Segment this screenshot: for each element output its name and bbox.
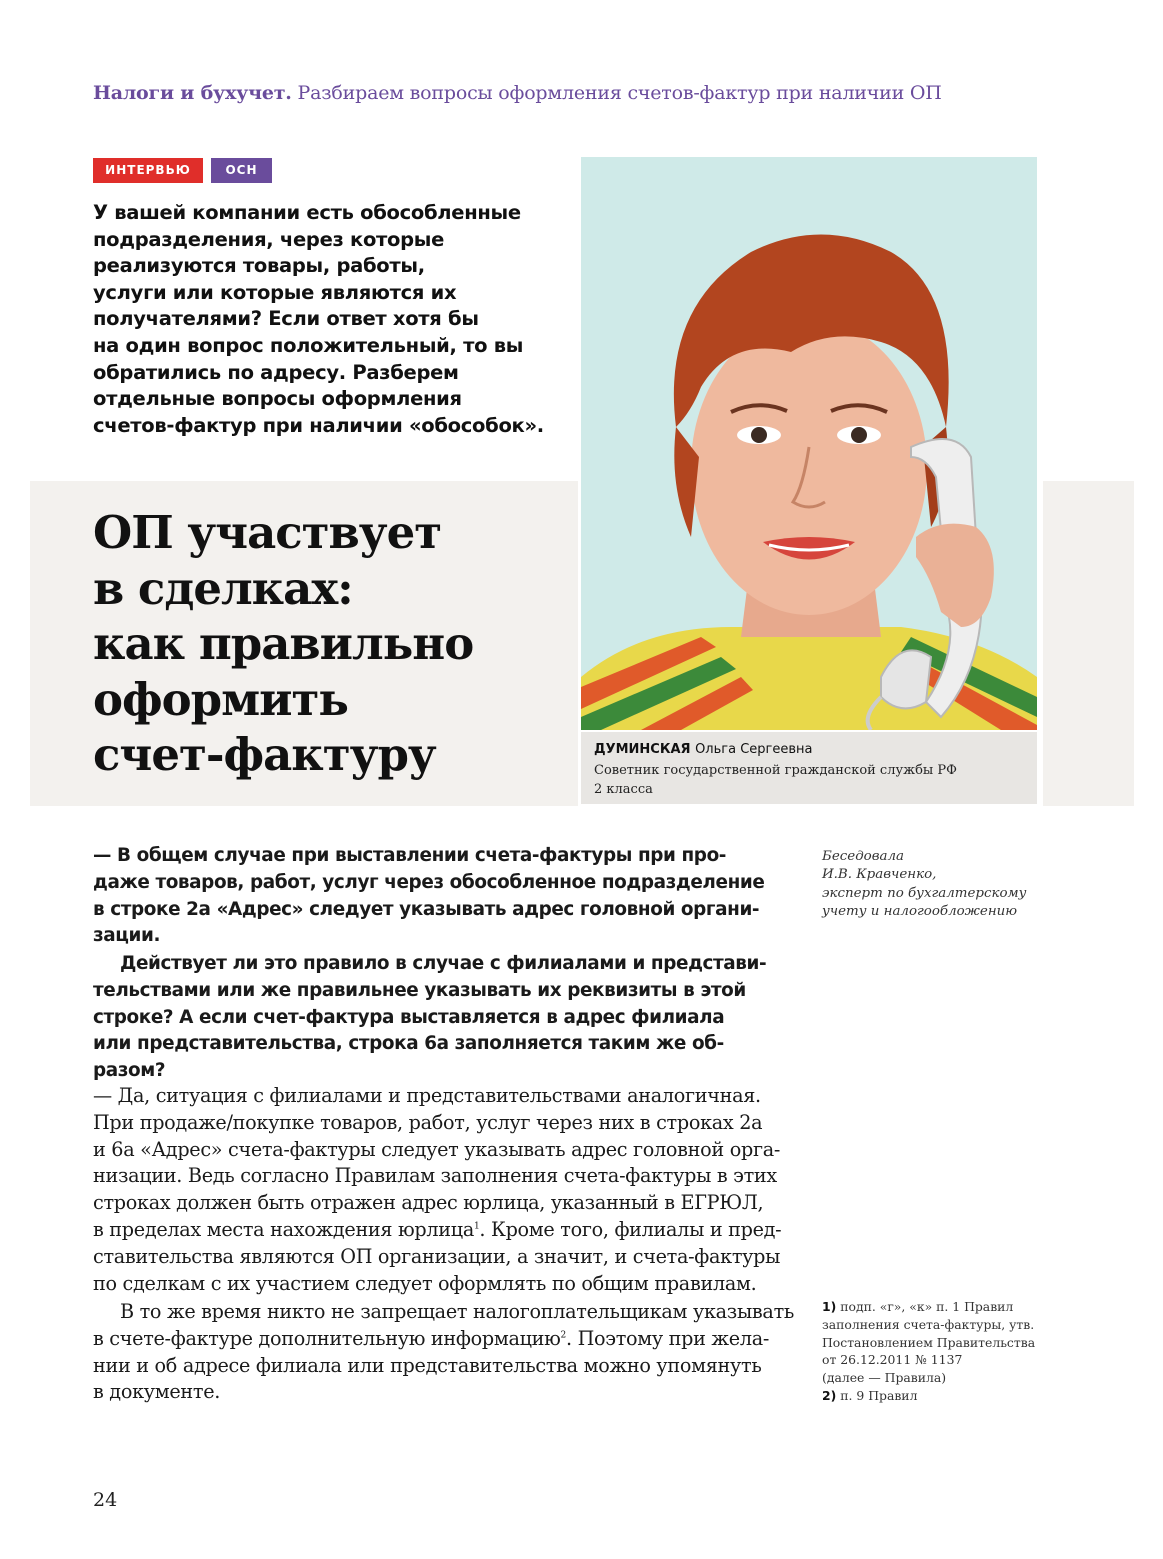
answer-line: в документе. <box>93 1380 221 1404</box>
interviewer-credit <box>822 848 1026 922</box>
answer-line: по сделкам с их участием следует оформлять по общим правилам. <box>93 1271 757 1295</box>
lead-line: обратились по адресу. Разберем <box>93 360 459 384</box>
answer-line: в строке 2а «Адрес» следует указывать адрес головной органи- <box>93 898 760 920</box>
question-line: тельствами или же правильнее указывать их реквизиты в этой <box>93 979 746 1001</box>
title-line: в сделках: <box>93 561 353 615</box>
answer-line: ставительства являются ОП организации, а значит, и счета-фактуры <box>93 1244 781 1268</box>
credit-line: эксперт по бухгалтерскому <box>822 885 1027 901</box>
answer-line: в счете-фактуре дополнительную информацию$^2$. Поэтому при жела- <box>93 1326 770 1350</box>
question-line: строке? А если счет-фактура выставляется в адрес филиала <box>93 1006 725 1028</box>
answer-line: нии и об адресе филиала или представительства можно упомянуть <box>93 1353 762 1377</box>
section-name: Налоги и бухучет. <box>93 82 292 104</box>
caption-position: Советник государственной гражданской службы РФ <box>594 763 957 778</box>
answer-line: и 6а «Адрес» счета-фактуры следует указывать адрес головной орга- <box>93 1137 781 1161</box>
lead-line: услуги или которые являются их <box>93 280 457 304</box>
section-subtitle: Разбираем вопросы оформления счетов-фактур при наличии ОП <box>297 82 942 104</box>
article-title <box>93 505 473 783</box>
answer-line: зации. <box>93 925 161 947</box>
footnotes <box>822 1298 1035 1405</box>
answer-line: — Да, ситуация с филиалами и представительствами аналогичная. <box>93 1084 761 1107</box>
answer-line: низации. Ведь согласно Правилам заполнения счета-фактуры в этих <box>93 1164 777 1188</box>
answer-line: При продаже/покупке товаров, работ, услуг через них в строках 2а <box>93 1110 763 1134</box>
question-line: разом? <box>93 1060 166 1082</box>
footnote-2: 2) п. 9 Правил <box>822 1387 918 1403</box>
lead-line: получателями? Если ответ хотя бы <box>93 307 479 331</box>
footnote-ref-1[interactable]: 1 <box>473 1221 480 1232</box>
footnote-line: Постановлением Правительства <box>822 1334 1036 1350</box>
question-line: Действует ли это правило в случае с филиалами и представи- <box>120 953 767 974</box>
caption-surname: ДУМИНСКАЯ <box>594 742 691 757</box>
tag-osn[interactable]: ОСН <box>211 158 272 183</box>
photo-caption <box>581 732 1037 804</box>
credit-line: И.В. Кравченко, <box>822 867 937 883</box>
footnote-ref-2[interactable]: 2 <box>560 1330 566 1341</box>
footnote-line: от 26.12.2011 № 1137 <box>822 1352 963 1368</box>
lead-paragraph <box>93 200 573 439</box>
credit-line: Беседовала <box>822 849 905 864</box>
lead-line: У вашей компании есть обособленные <box>93 201 521 224</box>
question-2 <box>93 951 773 1085</box>
answer-1 <box>93 843 773 950</box>
answer-3 <box>93 1299 795 1406</box>
answer-line: даже товаров, работ, услуг через обособленное подразделение <box>93 871 765 893</box>
answer-2 <box>93 1083 782 1297</box>
footnote-line: заполнения счета-фактуры, утв. <box>822 1316 1035 1332</box>
lead-line: на один вопрос положительный, то вы <box>93 333 524 357</box>
answer-line: в пределах места нахождения юрлица$^1$. Кроме того, филиалы и пред- <box>93 1217 782 1241</box>
caption-class: 2 класса <box>594 782 653 797</box>
title-line: как правильно <box>93 617 474 670</box>
title-band-right <box>1043 481 1134 806</box>
answer-line: — В общем случае при выставлении счета-фактуры при про- <box>93 845 727 866</box>
interviewee-photo <box>581 157 1037 730</box>
credit-line: учету и налогообложению <box>822 904 1018 920</box>
lead-line: реализуются товары, работы, <box>93 254 425 278</box>
lead-line: отдельные вопросы оформления <box>93 387 462 411</box>
page-number: 24 <box>93 1489 118 1511</box>
caption-given-names: Ольга Сергеевна <box>695 742 813 757</box>
title-line: оформить <box>93 672 348 726</box>
title-line: ОП участвует <box>93 506 442 559</box>
caption-name <box>594 742 813 757</box>
answer-line: В то же время никто не запрещает налогоплательщикам указывать <box>120 1300 795 1323</box>
footnote-1: 1) подп. «г», «к» п. 1 Правил <box>822 1299 1014 1314</box>
footnote-line: (далее — Правила) <box>822 1370 947 1386</box>
question-line: или представительства, строка 6а заполняется таким же об- <box>93 1033 724 1055</box>
lead-line: подразделения, через которые <box>93 227 445 251</box>
tag-interview[interactable]: ИНТЕРВЬЮ <box>93 158 203 183</box>
answer-line: строках должен быть отражен адрес юрлица, указанный в ЕГРЮЛ, <box>93 1191 764 1215</box>
lead-line: счетов-фактур при наличии «обособок». <box>93 413 544 437</box>
title-line: счет-фактуру <box>93 728 436 781</box>
section-header <box>93 82 942 104</box>
